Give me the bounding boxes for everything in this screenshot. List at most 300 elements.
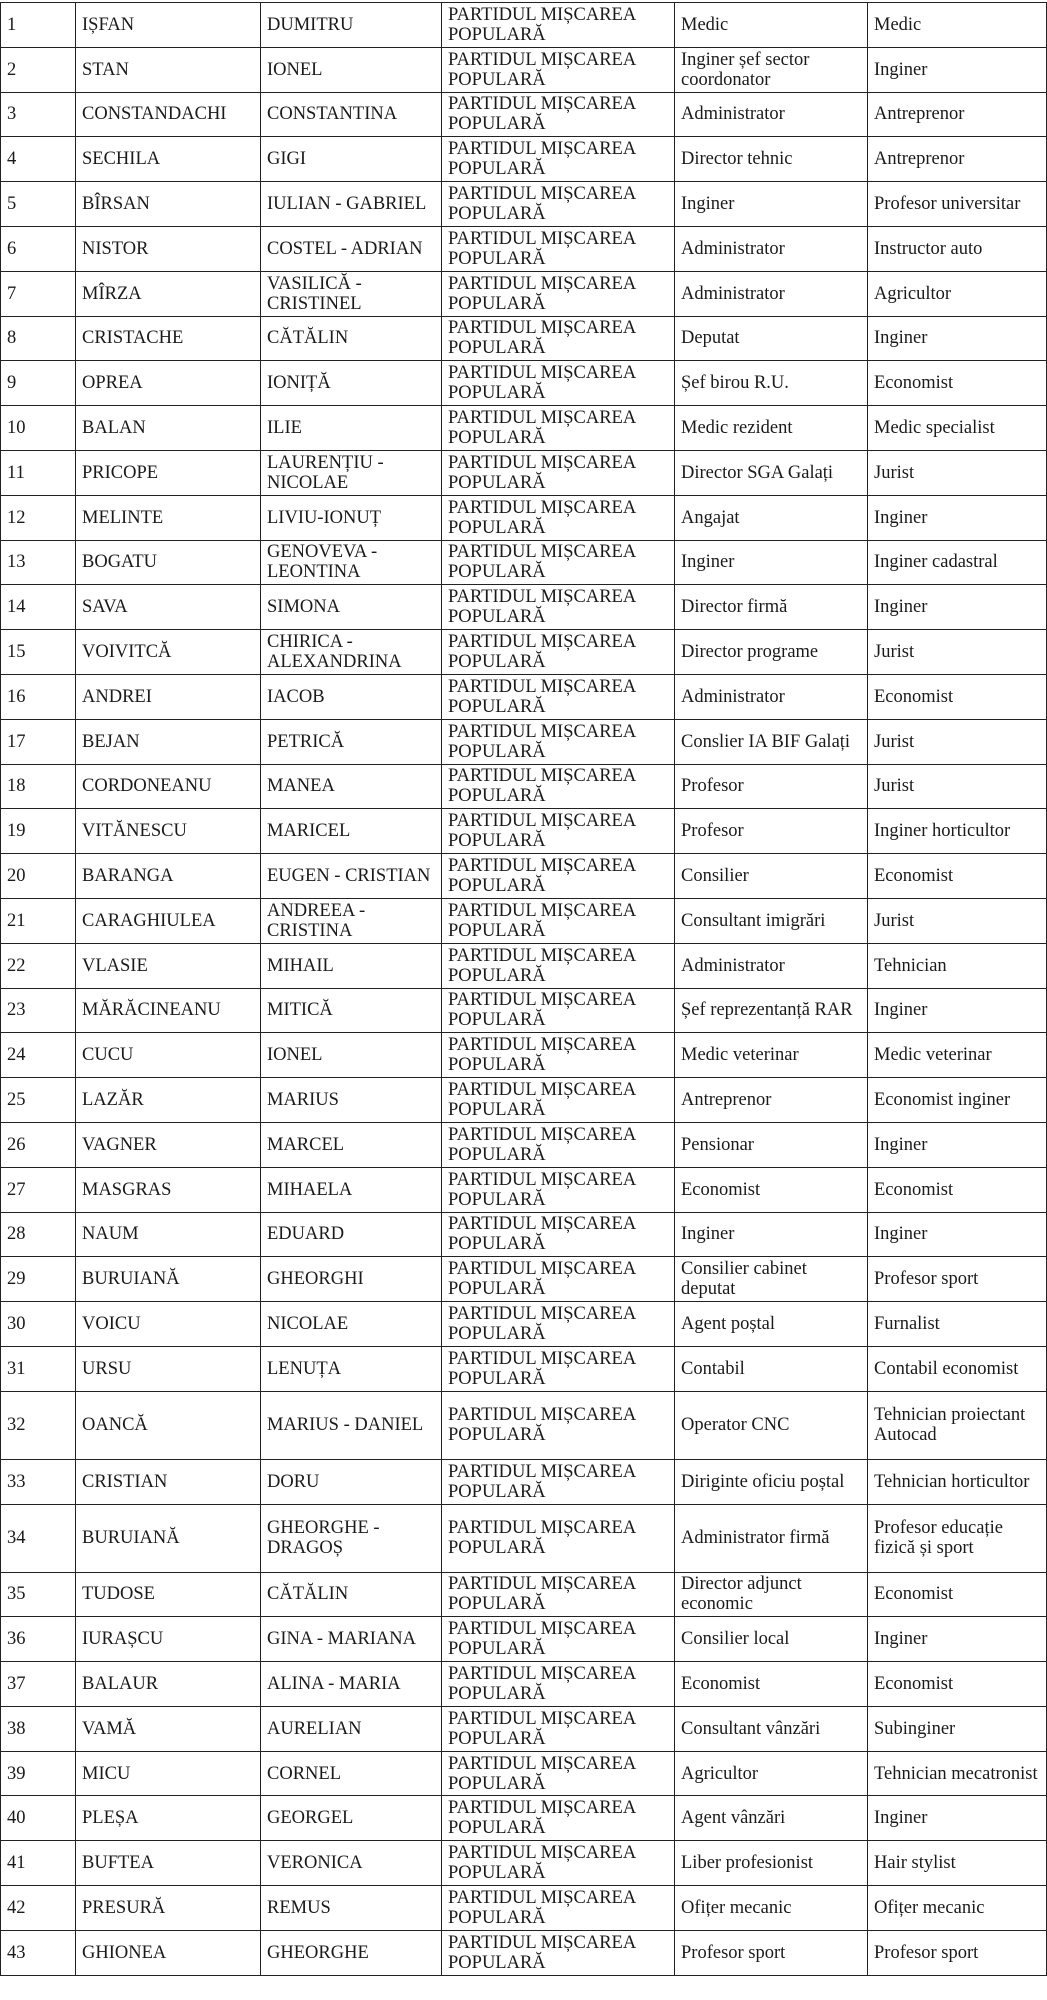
last-name-cell: VAMĂ [76,1706,261,1751]
occupation-cell: Inginer [675,182,868,227]
last-name-cell: NISTOR [76,226,261,271]
row-number-cell: 9 [1,361,76,406]
table-row [1,1302,1047,1347]
first-name-cell: IONEL [261,1033,442,1078]
occupation-cell: Profesor [675,809,868,854]
profession-cell: Economist [868,854,1047,899]
profession-cell: Tehnician [868,943,1047,988]
party-name-cell: PARTIDUL MIȘCAREA POPULARĂ [442,1391,675,1459]
table-row [1,1212,1047,1257]
profession-cell: Jurist [868,630,1047,675]
party-name-cell: PARTIDUL MIȘCAREA POPULARĂ [442,1078,675,1123]
last-name-cell: ANDREI [76,674,261,719]
first-name-cell: NICOLAE [261,1302,442,1347]
profession-cell: Jurist [868,450,1047,495]
party-name-cell: PARTIDUL MIȘCAREA POPULARĂ [442,1617,675,1662]
first-name-cell: LIVIU-IONUȚ [261,495,442,540]
occupation-cell: Administrator [675,226,868,271]
last-name-cell: BUFTEA [76,1841,261,1886]
profession-cell: Medic [868,3,1047,48]
party-name-cell: PARTIDUL MIȘCAREA POPULARĂ [442,719,675,764]
last-name-cell: VITĂNESCU [76,809,261,854]
party-name-cell: PARTIDUL MIȘCAREA POPULARĂ [442,92,675,137]
party-name-cell: PARTIDUL MIȘCAREA POPULARĂ [442,630,675,675]
party-name-cell: PARTIDUL MIȘCAREA POPULARĂ [442,182,675,227]
occupation-cell: Inginer [675,1212,868,1257]
party-name-cell: PARTIDUL MIȘCAREA POPULARĂ [442,943,675,988]
table-row [1,92,1047,137]
occupation-cell: Economist [675,1662,868,1707]
occupation-cell: Agricultor [675,1751,868,1796]
first-name-cell: IACOB [261,674,442,719]
row-number-cell: 20 [1,854,76,899]
occupation-cell: Medic rezident [675,406,868,451]
first-name-cell: PETRICĂ [261,719,442,764]
party-name-cell: PARTIDUL MIȘCAREA POPULARĂ [442,271,675,316]
profession-cell: Inginer [868,495,1047,540]
first-name-cell: GINA - MARIANA [261,1617,442,1662]
party-name-cell: PARTIDUL MIȘCAREA POPULARĂ [442,585,675,630]
occupation-cell: Deputat [675,316,868,361]
profession-cell: Inginer [868,1617,1047,1662]
row-number-cell: 21 [1,898,76,943]
table-row [1,316,1047,361]
profession-cell: Ofițer mecanic [868,1886,1047,1931]
first-name-cell: SIMONA [261,585,442,630]
profession-cell: Tehnician horticultor [868,1459,1047,1504]
occupation-cell: Profesor [675,764,868,809]
last-name-cell: BURUIANĂ [76,1257,261,1302]
occupation-cell: Inginer șef sector coordonator [675,47,868,92]
last-name-cell: CRISTIAN [76,1459,261,1504]
party-name-cell: PARTIDUL MIȘCAREA POPULARĂ [442,47,675,92]
occupation-cell: Consultant vânzări [675,1706,868,1751]
occupation-cell: Economist [675,1167,868,1212]
candidate-list-page [0,2,1038,1976]
first-name-cell: GEORGEL [261,1796,442,1841]
table-row [1,1662,1047,1707]
occupation-cell: Director SGA Galați [675,450,868,495]
row-number-cell: 38 [1,1706,76,1751]
last-name-cell: URSU [76,1346,261,1391]
first-name-cell: ANDREEA - CRISTINA [261,898,442,943]
party-name-cell: PARTIDUL MIȘCAREA POPULARĂ [442,1706,675,1751]
table-row [1,1346,1047,1391]
table-row [1,1706,1047,1751]
first-name-cell: CĂTĂLIN [261,1572,442,1617]
party-name-cell: PARTIDUL MIȘCAREA POPULARĂ [442,1167,675,1212]
profession-cell: Medic specialist [868,406,1047,451]
row-number-cell: 12 [1,495,76,540]
table-row [1,1033,1047,1078]
occupation-cell: Consilier local [675,1617,868,1662]
first-name-cell: DUMITRU [261,3,442,48]
last-name-cell: MICU [76,1751,261,1796]
occupation-cell: Diriginte oficiu poștal [675,1459,868,1504]
occupation-cell: Director adjunct economic [675,1572,868,1617]
first-name-cell: GHEORGHI [261,1257,442,1302]
row-number-cell: 41 [1,1841,76,1886]
first-name-cell: GENOVEVA - LEONTINA [261,540,442,585]
table-row [1,3,1047,48]
last-name-cell: VOICU [76,1302,261,1347]
party-name-cell: PARTIDUL MIȘCAREA POPULARĂ [442,1886,675,1931]
occupation-cell: Director tehnic [675,137,868,182]
table-row [1,1504,1047,1572]
profession-cell: Economist [868,1662,1047,1707]
party-name-cell: PARTIDUL MIȘCAREA POPULARĂ [442,1751,675,1796]
profession-cell: Inginer [868,988,1047,1033]
row-number-cell: 2 [1,47,76,92]
last-name-cell: CARAGHIULEA [76,898,261,943]
first-name-cell: ALINA - MARIA [261,1662,442,1707]
party-name-cell: PARTIDUL MIȘCAREA POPULARĂ [442,1841,675,1886]
last-name-cell: VLASIE [76,943,261,988]
profession-cell: Tehnician proiectant Autocad [868,1391,1047,1459]
party-name-cell: PARTIDUL MIȘCAREA POPULARĂ [442,3,675,48]
row-number-cell: 43 [1,1930,76,1975]
row-number-cell: 32 [1,1391,76,1459]
party-name-cell: PARTIDUL MIȘCAREA POPULARĂ [442,406,675,451]
row-number-cell: 11 [1,450,76,495]
profession-cell: Hair stylist [868,1841,1047,1886]
row-number-cell: 39 [1,1751,76,1796]
last-name-cell: STAN [76,47,261,92]
occupation-cell: Administrator [675,674,868,719]
candidate-table-body [1,3,1047,1976]
party-name-cell: PARTIDUL MIȘCAREA POPULARĂ [442,809,675,854]
table-row [1,1841,1047,1886]
party-name-cell: PARTIDUL MIȘCAREA POPULARĂ [442,1122,675,1167]
table-row [1,1257,1047,1302]
first-name-cell: AURELIAN [261,1706,442,1751]
first-name-cell: MARIUS - DANIEL [261,1391,442,1459]
profession-cell: Inginer horticultor [868,809,1047,854]
last-name-cell: BÎRSAN [76,182,261,227]
first-name-cell: MANEA [261,764,442,809]
first-name-cell: CONSTANTINA [261,92,442,137]
row-number-cell: 8 [1,316,76,361]
row-number-cell: 15 [1,630,76,675]
party-name-cell: PARTIDUL MIȘCAREA POPULARĂ [442,1033,675,1078]
table-row [1,1572,1047,1617]
first-name-cell: MITICĂ [261,988,442,1033]
last-name-cell: BARANGA [76,854,261,899]
profession-cell: Antreprenor [868,137,1047,182]
row-number-cell: 23 [1,988,76,1033]
first-name-cell: IONIȚĂ [261,361,442,406]
occupation-cell: Liber profesionist [675,1841,868,1886]
profession-cell: Inginer [868,585,1047,630]
first-name-cell: LAURENȚIU - NICOLAE [261,450,442,495]
last-name-cell: CORDONEANU [76,764,261,809]
party-name-cell: PARTIDUL MIȘCAREA POPULARĂ [442,764,675,809]
profession-cell: Profesor sport [868,1930,1047,1975]
table-row [1,540,1047,585]
last-name-cell: BALAN [76,406,261,451]
profession-cell: Economist [868,1167,1047,1212]
table-row [1,1796,1047,1841]
occupation-cell: Consilier cabinet deputat [675,1257,868,1302]
occupation-cell: Profesor sport [675,1930,868,1975]
party-name-cell: PARTIDUL MIȘCAREA POPULARĂ [442,1504,675,1572]
row-number-cell: 30 [1,1302,76,1347]
occupation-cell: Conslier IA BIF Galați [675,719,868,764]
first-name-cell: ILIE [261,406,442,451]
table-row [1,943,1047,988]
table-row [1,1459,1047,1504]
first-name-cell: MARCEL [261,1122,442,1167]
profession-cell: Jurist [868,898,1047,943]
row-number-cell: 25 [1,1078,76,1123]
table-row [1,1078,1047,1123]
table-row [1,854,1047,899]
table-row [1,898,1047,943]
profession-cell: Inginer cadastral [868,540,1047,585]
party-name-cell: PARTIDUL MIȘCAREA POPULARĂ [442,674,675,719]
occupation-cell: Contabil [675,1346,868,1391]
last-name-cell: OANCĂ [76,1391,261,1459]
party-name-cell: PARTIDUL MIȘCAREA POPULARĂ [442,495,675,540]
last-name-cell: LAZĂR [76,1078,261,1123]
profession-cell: Subinginer [868,1706,1047,1751]
profession-cell: Inginer [868,47,1047,92]
last-name-cell: IȘFAN [76,3,261,48]
row-number-cell: 17 [1,719,76,764]
profession-cell: Furnalist [868,1302,1047,1347]
row-number-cell: 31 [1,1346,76,1391]
row-number-cell: 14 [1,585,76,630]
last-name-cell: OPREA [76,361,261,406]
occupation-cell: Ofițer mecanic [675,1886,868,1931]
last-name-cell: CONSTANDACHI [76,92,261,137]
row-number-cell: 16 [1,674,76,719]
profession-cell: Jurist [868,764,1047,809]
first-name-cell: EUGEN - CRISTIAN [261,854,442,899]
row-number-cell: 37 [1,1662,76,1707]
last-name-cell: NAUM [76,1212,261,1257]
profession-cell: Inginer [868,1122,1047,1167]
row-number-cell: 29 [1,1257,76,1302]
first-name-cell: IONEL [261,47,442,92]
profession-cell: Profesor universitar [868,182,1047,227]
candidate-table [0,2,1047,1976]
last-name-cell: SAVA [76,585,261,630]
first-name-cell: GIGI [261,137,442,182]
occupation-cell: Șef birou R.U. [675,361,868,406]
table-row [1,271,1047,316]
occupation-cell: Consilier [675,854,868,899]
last-name-cell: CUCU [76,1033,261,1078]
occupation-cell: Antreprenor [675,1078,868,1123]
first-name-cell: CHIRICA - ALEXANDRINA [261,630,442,675]
party-name-cell: PARTIDUL MIȘCAREA POPULARĂ [442,361,675,406]
party-name-cell: PARTIDUL MIȘCAREA POPULARĂ [442,1257,675,1302]
first-name-cell: GHEORGHE - DRAGOȘ [261,1504,442,1572]
first-name-cell: REMUS [261,1886,442,1931]
first-name-cell: DORU [261,1459,442,1504]
table-row [1,226,1047,271]
occupation-cell: Administrator firmă [675,1504,868,1572]
table-row [1,406,1047,451]
table-row [1,495,1047,540]
first-name-cell: MARICEL [261,809,442,854]
last-name-cell: SECHILA [76,137,261,182]
last-name-cell: BALAUR [76,1662,261,1707]
party-name-cell: PARTIDUL MIȘCAREA POPULARĂ [442,1930,675,1975]
occupation-cell: Consultant imigrări [675,898,868,943]
table-row [1,137,1047,182]
party-name-cell: PARTIDUL MIȘCAREA POPULARĂ [442,450,675,495]
last-name-cell: BEJAN [76,719,261,764]
table-row [1,1930,1047,1975]
table-row [1,1391,1047,1459]
table-row [1,585,1047,630]
table-row [1,450,1047,495]
occupation-cell: Pensionar [675,1122,868,1167]
party-name-cell: PARTIDUL MIȘCAREA POPULARĂ [442,898,675,943]
last-name-cell: VAGNER [76,1122,261,1167]
table-row [1,1886,1047,1931]
row-number-cell: 1 [1,3,76,48]
party-name-cell: PARTIDUL MIȘCAREA POPULARĂ [442,854,675,899]
profession-cell: Economist inginer [868,1078,1047,1123]
profession-cell: Economist [868,361,1047,406]
party-name-cell: PARTIDUL MIȘCAREA POPULARĂ [442,226,675,271]
occupation-cell: Administrator [675,943,868,988]
table-row [1,809,1047,854]
profession-cell: Economist [868,674,1047,719]
party-name-cell: PARTIDUL MIȘCAREA POPULARĂ [442,1662,675,1707]
first-name-cell: VASILICĂ - CRISTINEL [261,271,442,316]
last-name-cell: MELINTE [76,495,261,540]
row-number-cell: 7 [1,271,76,316]
last-name-cell: PRESURĂ [76,1886,261,1931]
row-number-cell: 34 [1,1504,76,1572]
profession-cell: Inginer [868,1796,1047,1841]
first-name-cell: CĂTĂLIN [261,316,442,361]
row-number-cell: 22 [1,943,76,988]
table-row [1,361,1047,406]
first-name-cell: COSTEL - ADRIAN [261,226,442,271]
profession-cell: Medic veterinar [868,1033,1047,1078]
first-name-cell: MARIUS [261,1078,442,1123]
row-number-cell: 4 [1,137,76,182]
row-number-cell: 33 [1,1459,76,1504]
profession-cell: Economist [868,1572,1047,1617]
party-name-cell: PARTIDUL MIȘCAREA POPULARĂ [442,1572,675,1617]
row-number-cell: 19 [1,809,76,854]
table-row [1,630,1047,675]
row-number-cell: 36 [1,1617,76,1662]
last-name-cell: GHIONEA [76,1930,261,1975]
profession-cell: Profesor educație fizică și sport [868,1504,1047,1572]
last-name-cell: BURUIANĂ [76,1504,261,1572]
occupation-cell: Director firmă [675,585,868,630]
last-name-cell: PRICOPE [76,450,261,495]
party-name-cell: PARTIDUL MIȘCAREA POPULARĂ [442,316,675,361]
table-row [1,1617,1047,1662]
party-name-cell: PARTIDUL MIȘCAREA POPULARĂ [442,1212,675,1257]
first-name-cell: LENUȚA [261,1346,442,1391]
profession-cell: Profesor sport [868,1257,1047,1302]
profession-cell: Jurist [868,719,1047,764]
table-row [1,1167,1047,1212]
first-name-cell: MIHAIL [261,943,442,988]
first-name-cell: EDUARD [261,1212,442,1257]
first-name-cell: VERONICA [261,1841,442,1886]
table-row [1,719,1047,764]
profession-cell: Instructor auto [868,226,1047,271]
occupation-cell: Angajat [675,495,868,540]
row-number-cell: 26 [1,1122,76,1167]
occupation-cell: Director programe [675,630,868,675]
party-name-cell: PARTIDUL MIȘCAREA POPULARĂ [442,988,675,1033]
row-number-cell: 27 [1,1167,76,1212]
occupation-cell: Administrator [675,92,868,137]
row-number-cell: 13 [1,540,76,585]
first-name-cell: GHEORGHE [261,1930,442,1975]
party-name-cell: PARTIDUL MIȘCAREA POPULARĂ [442,1459,675,1504]
occupation-cell: Administrator [675,271,868,316]
row-number-cell: 3 [1,92,76,137]
party-name-cell: PARTIDUL MIȘCAREA POPULARĂ [442,540,675,585]
last-name-cell: TUDOSE [76,1572,261,1617]
first-name-cell: CORNEL [261,1751,442,1796]
table-row [1,764,1047,809]
profession-cell: Inginer [868,1212,1047,1257]
last-name-cell: PLEȘA [76,1796,261,1841]
party-name-cell: PARTIDUL MIȘCAREA POPULARĂ [442,1302,675,1347]
last-name-cell: MĂRĂCINEANU [76,988,261,1033]
table-row [1,988,1047,1033]
occupation-cell: Medic veterinar [675,1033,868,1078]
party-name-cell: PARTIDUL MIȘCAREA POPULARĂ [442,137,675,182]
last-name-cell: BOGATU [76,540,261,585]
row-number-cell: 40 [1,1796,76,1841]
row-number-cell: 28 [1,1212,76,1257]
occupation-cell: Șef reprezentanță RAR [675,988,868,1033]
profession-cell: Contabil economist [868,1346,1047,1391]
last-name-cell: IURAȘCU [76,1617,261,1662]
party-name-cell: PARTIDUL MIȘCAREA POPULARĂ [442,1346,675,1391]
row-number-cell: 5 [1,182,76,227]
table-row [1,674,1047,719]
occupation-cell: Medic [675,3,868,48]
occupation-cell: Inginer [675,540,868,585]
table-row [1,1122,1047,1167]
occupation-cell: Operator CNC [675,1391,868,1459]
row-number-cell: 10 [1,406,76,451]
table-row [1,47,1047,92]
profession-cell: Antreprenor [868,92,1047,137]
last-name-cell: VOIVITCĂ [76,630,261,675]
first-name-cell: MIHAELA [261,1167,442,1212]
table-row [1,1751,1047,1796]
profession-cell: Inginer [868,316,1047,361]
row-number-cell: 42 [1,1886,76,1931]
row-number-cell: 24 [1,1033,76,1078]
last-name-cell: MÎRZA [76,271,261,316]
occupation-cell: Agent poștal [675,1302,868,1347]
row-number-cell: 18 [1,764,76,809]
profession-cell: Tehnician mecatronist [868,1751,1047,1796]
occupation-cell: Agent vânzări [675,1796,868,1841]
last-name-cell: CRISTACHE [76,316,261,361]
party-name-cell: PARTIDUL MIȘCAREA POPULARĂ [442,1796,675,1841]
row-number-cell: 35 [1,1572,76,1617]
last-name-cell: MASGRAS [76,1167,261,1212]
